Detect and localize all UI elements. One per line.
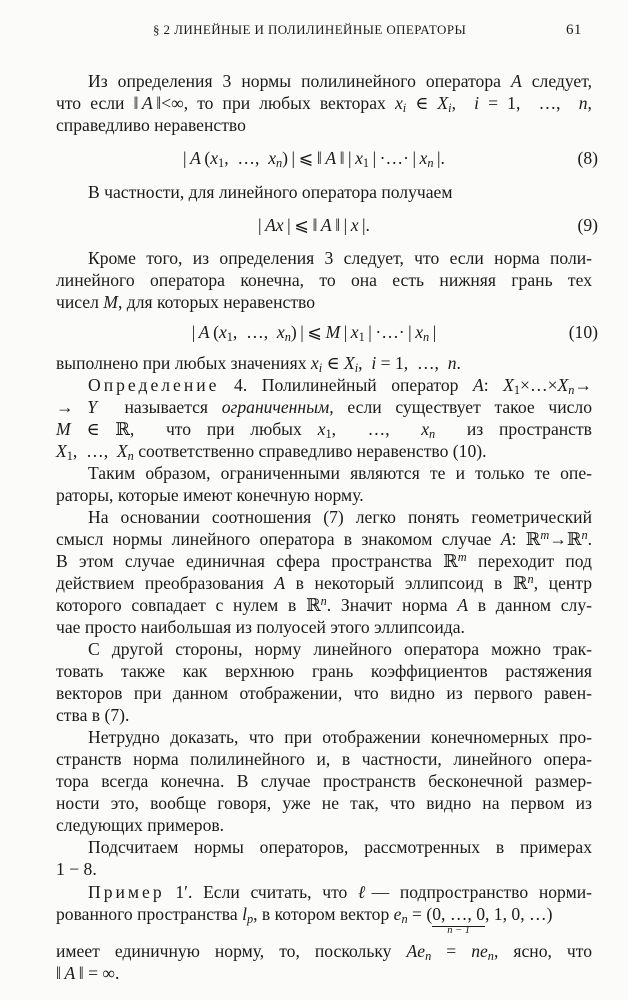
definition-line: $X_1$, …, $X_n$ соответственно справедливо неравенство (10). <box>56 441 487 463</box>
text-line: действием преобразования A в некоторый эллипсоид в ℝ$^n$, центр <box>56 572 593 593</box>
text-line: 1 − 8. <box>56 859 97 879</box>
underbrace: 0, …, 0 n − 1 <box>432 904 485 936</box>
definition-line: M ∈ ℝ, что при любых $x_1$, …, $x_n$ из пространств <box>56 419 592 441</box>
page-number: 61 <box>566 22 582 38</box>
text-line: странств норма полилинейного и, в частности, линейного опера- <box>56 749 592 769</box>
text-line: смысл нормы линейного оператора в знакомом случае A: ℝ$^m$→ℝ$^n$. <box>56 528 592 549</box>
example-line: имеет единичную норму, то, поскольку $Ae_n = ne_n$, ясно, что <box>56 941 593 963</box>
definition-line: → Y называется ограниченным, если существует такое число <box>56 397 593 417</box>
text-line: С другой стороны, норму линейного оператора можно трак- <box>88 639 592 659</box>
definition-line: Определение 4. Полилинейный оператор A: $X_1\times\dots\times X_n\to$ <box>88 375 592 397</box>
equation-number: (8) <box>577 148 598 168</box>
underbrace-label: n − 1 <box>447 925 471 936</box>
text-line: чисел M, для которых неравенство <box>56 292 315 312</box>
text-line: чае просто наибольшая из полуосей этого эллипсоида. <box>56 617 465 637</box>
text-line: Кроме того, из определения 3 следует, что если норма поли- <box>88 248 592 268</box>
text-line: На основании соотношения (7) легко понять геометрический <box>88 507 592 527</box>
text-line: Из определения 3 нормы полилинейного оператора A следует, <box>88 71 592 91</box>
text-line: что если ‖ A ‖<∞, то при любых векторах $x_i$ ∈ $X_i$, i = 1, …, n, <box>56 93 592 115</box>
equation-8: | A ($x_1$, …, $x_n$) | ⩽ ‖ A ‖ | $x_1$ | ·…· | $x_n$ |. <box>183 148 445 170</box>
equation-number: (9) <box>577 215 598 235</box>
text-line: В частности, для линейного оператора получаем <box>88 182 453 202</box>
equation-9: | Ax | ⩽ ‖ A ‖ | x |. <box>258 215 370 235</box>
example-line: рованного пространства $l_p$, в котором вектор $e_n = (0$, …, 0 n − 1 , 1, 0, …) <box>56 904 553 936</box>
text-line: Подсчитаем нормы операторов, рассмотренных в примерах <box>88 837 592 857</box>
example-line: ‖ A ‖ = ∞. <box>56 963 120 983</box>
text-line: которого совпадает с нулем в ℝ$^n$. Значит норма A в данном слу- <box>56 594 592 615</box>
section-title: § 2 ЛИНЕЙНЫЕ И ПОЛИЛИНЕЙНЫЕ ОПЕРАТОРЫ <box>153 22 467 37</box>
text-line: Таким образом, ограниченными являются те и только те опе- <box>88 463 592 483</box>
text-line: справедливо неравенство <box>56 115 246 135</box>
equation-10: | A ($x_1$, …, $x_n$) | ⩽ M | $x_1$ | ·…· | $x_n$ | <box>191 322 437 344</box>
text-line: тора всегда конечна. В случае пространств бесконечной размер- <box>56 771 592 791</box>
text-line: линейного оператора конечна, то она есть нижняя грань тех <box>56 270 592 290</box>
text-line: Нетрудно доказать, что при отображении конечномерных про- <box>88 727 592 747</box>
example-line: Пример 1′. Если считать, что ℓ— подпространство норми- <box>88 882 592 902</box>
text-line: векторов при данном отображении, что видно из первого равен- <box>56 683 592 703</box>
text-line: раторы, которые имеют конечную норму. <box>56 485 364 505</box>
text-line: В этом случае единичная сфера пространства ℝ$^m$ переходит под <box>56 550 592 571</box>
equation-number: (10) <box>568 322 598 342</box>
text-line: следующих примеров. <box>56 815 225 835</box>
text-line: ства в (7). <box>56 705 130 725</box>
text-line: ности это, вообще говоря, уже не так, что видно на первом из <box>56 793 592 813</box>
text-line: товать также как верхнюю грань коэффициентов растяжения <box>56 661 592 681</box>
text-line: выполнено при любых значениях $x_i$ ∈ $X_i$, i = 1, …, n. <box>56 353 461 375</box>
